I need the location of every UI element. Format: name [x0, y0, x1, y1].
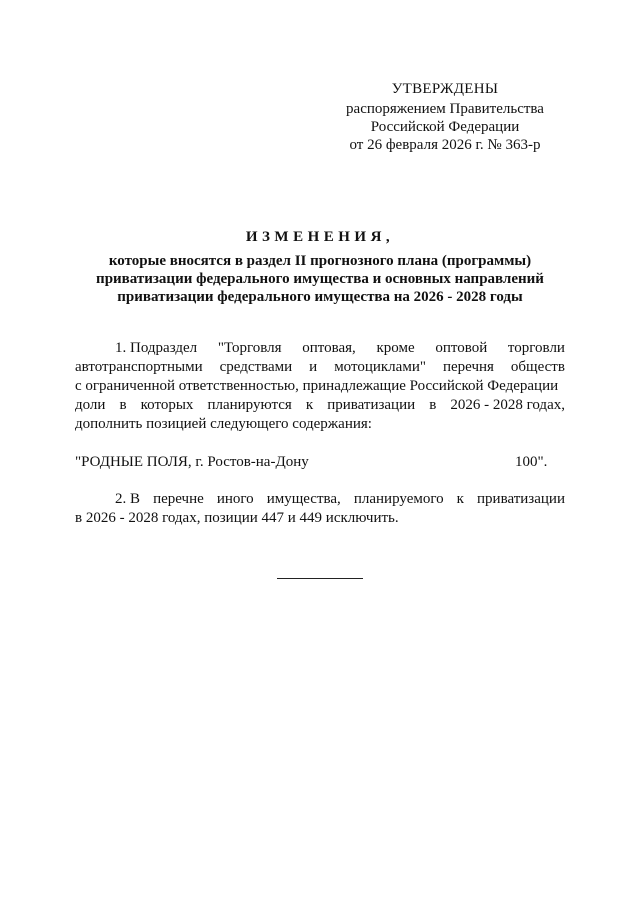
word: перечня: [442, 359, 494, 375]
word: автотранспортными: [75, 359, 203, 375]
word: обществ: [510, 359, 565, 375]
word: доли: [75, 397, 106, 413]
word: в: [119, 397, 127, 413]
paragraph-line: [75, 509, 565, 528]
end-divider: [277, 578, 363, 579]
word: торговли: [507, 340, 565, 356]
word: средствами: [219, 359, 293, 375]
word: в: [429, 397, 437, 413]
word: приватизации: [477, 491, 565, 507]
word: к: [456, 491, 464, 507]
word: в 2026 - 2028 годах, позиции 447 и 449 исключить.: [75, 510, 399, 526]
position-value: 100".: [515, 454, 548, 470]
word: иного: [216, 491, 254, 507]
word: "Торговля: [217, 340, 282, 356]
approval-line-1: распоряжением Правительства: [346, 101, 544, 117]
word: приватизации: [327, 397, 416, 413]
paragraph-line: [75, 358, 565, 377]
word: к: [305, 397, 314, 413]
approval-line-2: Российской Федерации: [370, 119, 520, 135]
heading-line-1: которые вносятся в раздел II прогнозного плана (программы): [108, 253, 532, 269]
word: мотоциклами": [334, 359, 426, 375]
word: 1. Подраздел: [115, 340, 198, 356]
approval-block: [330, 80, 560, 154]
word: кроме: [376, 340, 415, 356]
heading-line-3: приватизации федерального имущества на 2026 - 2028 годы: [117, 289, 523, 305]
paragraph-line: [75, 396, 565, 415]
word: планируются: [207, 397, 292, 413]
position-entry: [75, 453, 565, 472]
paragraph-line: [75, 490, 565, 509]
paragraph-line: [75, 339, 565, 358]
approval-line-3: от 26 февраля 2026 г. № 363-р: [349, 137, 541, 153]
word: оптовой: [435, 340, 488, 356]
word: перечне: [153, 491, 204, 507]
paragraph-line: [75, 377, 565, 396]
word: имущества,: [266, 491, 341, 507]
word: и: [309, 359, 318, 375]
word: дополнить позицией следующего содержания:: [75, 416, 372, 432]
position-name: "РОДНЫЕ ПОЛЯ, г. Ростов-на-Дону: [75, 454, 309, 470]
word: планируемого: [353, 491, 444, 507]
heading-title: ИЗМЕНЕНИЯ,: [245, 229, 395, 245]
word: с ограниченной ответственностью, принадлежащие Российской Федерации: [75, 378, 559, 394]
paragraph-line: [75, 415, 565, 434]
word: оптовая,: [302, 340, 356, 356]
item-2-paragraph: [75, 490, 565, 528]
word: которых: [140, 397, 194, 413]
document-heading: [60, 228, 580, 306]
item-1-paragraph: [75, 339, 565, 434]
word: 2. В: [115, 491, 141, 507]
heading-line-2: приватизации федерального имущества и основных направлений: [96, 271, 544, 287]
approval-title: УТВЕРЖДЕНЫ: [391, 81, 499, 97]
word: 2026 - 2028 годах,: [450, 397, 565, 413]
